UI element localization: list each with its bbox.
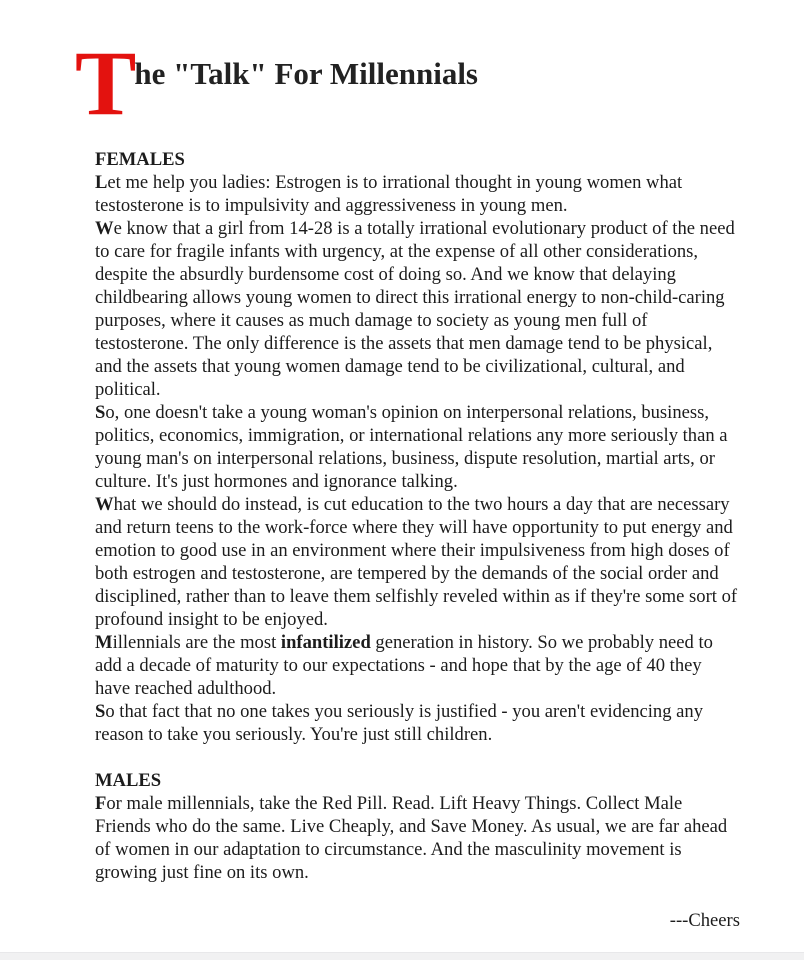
section-heading-females: FEMALES [95,149,185,170]
page-bottom-edge [0,952,804,960]
paragraph: So, one doesn't take a young woman's opinion on interpersonal relations, business, politics, economics, immigration, or international relations any more seriously than a young man's on interpersonal relations, business, dispute resolution, martial arts, or culture. It's just hormones and ignorance talking. [95,402,728,492]
paragraph-text: Millennials are the most [95,632,281,653]
signature: ---Cheers [669,910,740,931]
paragraph: Let me help you ladies: Estrogen is to irrational thought in young women what testosterone is to impulsivity and aggressiveness in young men. [95,172,683,216]
emphasized-word: infantilized [280,632,371,653]
paragraph [95,631,740,700]
paragraph: So that fact that no one takes you seriously is justified - you aren't evidencing any reason to take you seriously. You're just still children. [95,701,704,745]
section-males [95,769,740,884]
title-dropcap: T [75,32,135,134]
paragraph-text: generation in history. So we probably need to add a decade of maturity to our expectations - and hope that by the age of 40 they have reached adulthood. [95,632,713,699]
title-text: he "Talk" For Millennials [134,56,478,91]
document-body [95,148,740,932]
section-females [95,148,740,746]
paragraph: We know that a girl from 14-28 is a totally irrational evolutionary product of the need to care for fragile infants with urgency, at the expense of all other considerations, despite the absurdly burdensome cost of doing so. And we know that delaying childbearing allows young women to direct this irrational energy to non-child-caring purposes, where it causes as much damage to society as young men full of testosterone. The only difference is the assets that men damage tend to be physical, and the assets that young women damage tend to be civilizational, cultural, and political. [95,218,735,400]
paragraph: For male millennials, take the Red Pill. Read. Lift Heavy Things. Collect Male Friends who do the same. Live Cheaply, and Save Money. As usual, we are far ahead of women in our adaptation to circumstance. And the masculinity movement is growing just fine on its own. [95,793,728,883]
page-title [75,32,740,134]
section-heading-males: MALES [95,770,162,791]
paragraph: What we should do instead, is cut education to the two hours a day that are necessary and return teens to the work-force where they will have opportunity to put energy and emotion to good use in an environment where their impulsiveness from high doses of both estrogen and testosterone, are tempered by the demands of the social order and disciplined, rather than to leave them selfishly reveled within as if they're some sort of profound insight to be enjoyed. [95,494,738,630]
